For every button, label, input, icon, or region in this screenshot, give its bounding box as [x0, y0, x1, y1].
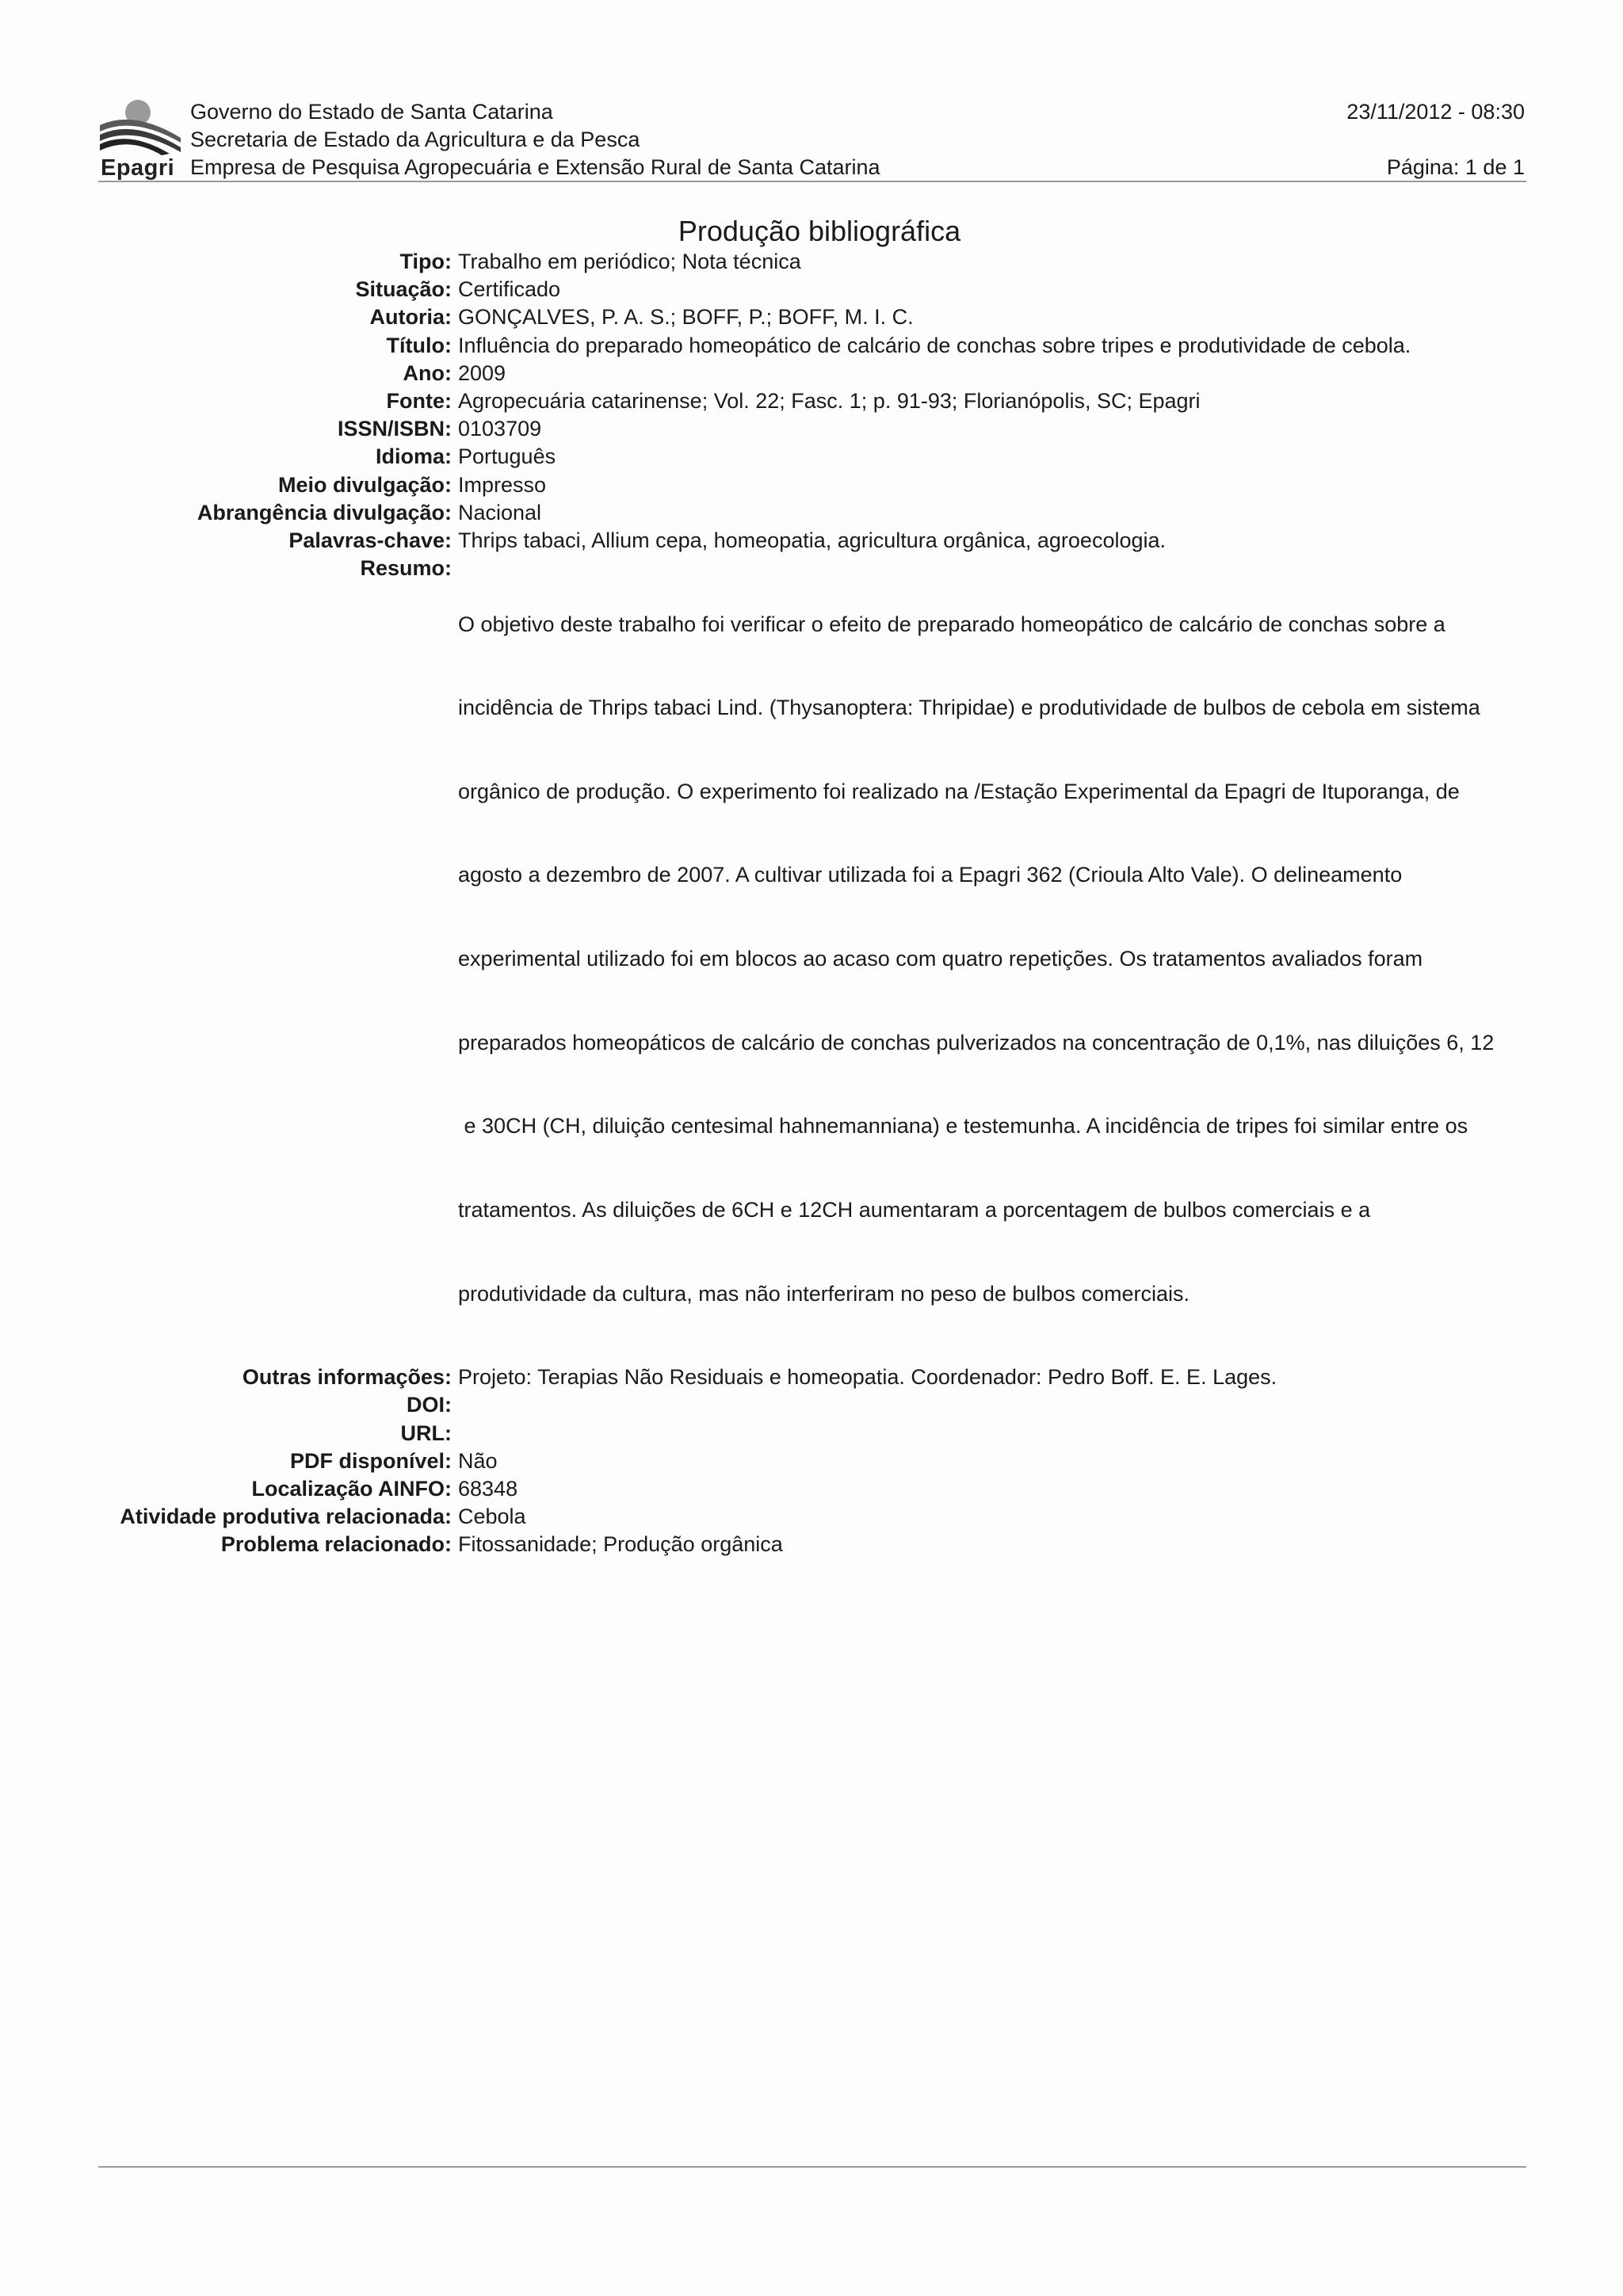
document-header — [98, 98, 1525, 182]
field-label: Atividade produtiva relacionada: — [120, 1505, 452, 1529]
field-label: Palavras-chave: — [288, 528, 452, 553]
field-value: 68348 — [458, 1476, 518, 1501]
field-value: Thrips tabaci, Allium cepa, homeopatia, agricultura orgânica, agroecologia. — [458, 528, 1167, 553]
field-value: Nacional — [458, 500, 542, 524]
field-meio-divulgacao — [0, 471, 1623, 499]
field-issn — [0, 415, 1623, 443]
field-value: GONÇALVES, P. A. S.; BOFF, P.; BOFF, M. I. C. — [458, 305, 914, 330]
field-value: Cebola — [458, 1505, 526, 1529]
field-value: 0103709 — [458, 417, 542, 441]
field-outras-informacoes — [0, 1363, 1623, 1391]
field-label: Título: — [386, 333, 452, 357]
abstract-line: agosto a dezembro de 2007. A cultivar utilizada foi a Epagri 362 (Crioula Alto Vale). O delineamento — [458, 863, 1403, 887]
abstract-line: O objetivo deste trabalho foi verificar o efeito de preparado homeopático de calcário de conchas sobre a — [458, 612, 1445, 636]
field-autoria — [0, 303, 1623, 331]
field-label: Resumo: — [360, 556, 452, 581]
page-indicator: Página: 1 de 1 — [1386, 155, 1525, 179]
abstract-line: preparados homeopáticos de calcário de conchas pulverizados na concentração de 0,1%, nas diluições 6, 12 — [458, 1030, 1495, 1055]
field-localizacao-ainfo — [0, 1475, 1623, 1503]
field-value: Português — [458, 444, 556, 469]
field-label: Fonte: — [386, 389, 452, 414]
field-value: Projeto: Terapias Não Residuais e homeopatia. Coordenador: Pedro Boff. E. E. Lages. — [458, 1365, 1277, 1390]
field-atividade-produtiva — [0, 1503, 1623, 1531]
abstract-line: experimental utilizado foi em blocos ao acaso com quatro repetições. Os tratamentos avaliados foram — [458, 947, 1423, 971]
logo-wordmark: Epagri — [101, 155, 175, 181]
abstract-line: incidência de Thrips tabaci Lind. (Thysanoptera: Thripidae) e produtividade de bulbos de cebola em sistema — [458, 696, 1480, 720]
header-divider — [98, 181, 1526, 182]
field-value: Agropecuária catarinense; Vol. 22; Fasc. 1; p. 91-93; Florianópolis, SC; Epagri — [458, 389, 1201, 414]
epagri-logo — [98, 98, 182, 182]
field-ano — [0, 360, 1623, 387]
field-value: Trabalho em periódico; Nota técnica — [458, 250, 801, 273]
field-label: Ano: — [403, 360, 452, 385]
field-resumo — [0, 555, 1623, 1363]
field-value — [452, 1391, 1514, 1419]
field-label: Localização AINFO: — [251, 1476, 452, 1501]
field-fonte — [0, 387, 1623, 415]
field-tipo — [0, 248, 1623, 276]
field-value: Impresso — [458, 472, 547, 497]
field-value: 2009 — [458, 360, 506, 385]
field-label: Tipo: — [399, 250, 452, 273]
field-doi — [0, 1391, 1623, 1419]
field-pdf-disponivel — [0, 1447, 1623, 1475]
government-line: Governo do Estado de Santa Catarina — [190, 100, 553, 124]
field-label: URL: — [400, 1421, 452, 1445]
field-label: Meio divulgação: — [277, 472, 452, 497]
field-abrangencia — [0, 499, 1623, 527]
footer-divider — [98, 2166, 1526, 2168]
field-label: Autoria: — [369, 305, 452, 330]
field-situacao — [0, 276, 1623, 303]
print-datetime: 23/11/2012 - 08:30 — [1346, 100, 1525, 124]
field-value: Certificado — [458, 277, 561, 302]
field-value — [452, 1420, 1514, 1447]
field-label: DOI: — [407, 1393, 452, 1417]
field-problema-relacionado — [0, 1531, 1623, 1558]
field-label: ISSN/ISBN: — [337, 417, 452, 441]
field-label: Outras informações: — [242, 1365, 452, 1390]
field-label: Abrangência divulgação: — [197, 500, 452, 524]
abstract-text — [452, 555, 1514, 1363]
record-fields — [0, 248, 1623, 1559]
field-idioma — [0, 443, 1623, 471]
field-value: Influência do preparado homeopático de calcário de conchas sobre tripes e produtividade de cebola. — [458, 333, 1411, 357]
page-title: Produção bibliográfica — [678, 215, 961, 247]
field-label: Idioma: — [375, 444, 452, 469]
field-value: Fitossanidade; Produção orgânica — [458, 1532, 783, 1557]
secretariat-line: Secretaria de Estado da Agricultura e da Pesca — [190, 128, 640, 151]
field-label: Problema relacionado: — [220, 1532, 452, 1557]
field-value: Não — [458, 1448, 498, 1473]
field-titulo — [0, 332, 1623, 360]
field-palavras-chave — [0, 527, 1623, 555]
field-url — [0, 1420, 1623, 1447]
abstract-line: orgânico de produção. O experimento foi realizado na /Estação Experimental da Epagri de Ituporanga, de — [458, 779, 1460, 803]
abstract-line: produtividade da cultura, mas não interferiram no peso de bulbos comerciais. — [458, 1281, 1190, 1306]
abstract-line: tratamentos. As diluições de 6CH e 12CH aumentaram a porcentagem de bulbos comerciais e a — [458, 1197, 1371, 1222]
field-label: PDF disponível: — [289, 1448, 452, 1473]
field-label: Situação: — [355, 277, 452, 302]
company-line: Empresa de Pesquisa Agropecuária e Extensão Rural de Santa Catarina — [190, 155, 880, 179]
abstract-line: e 30CH (CH, diluição centesimal hahnemanniana) e testemunha. A incidência de tripes foi similar entre os — [458, 1114, 1468, 1138]
